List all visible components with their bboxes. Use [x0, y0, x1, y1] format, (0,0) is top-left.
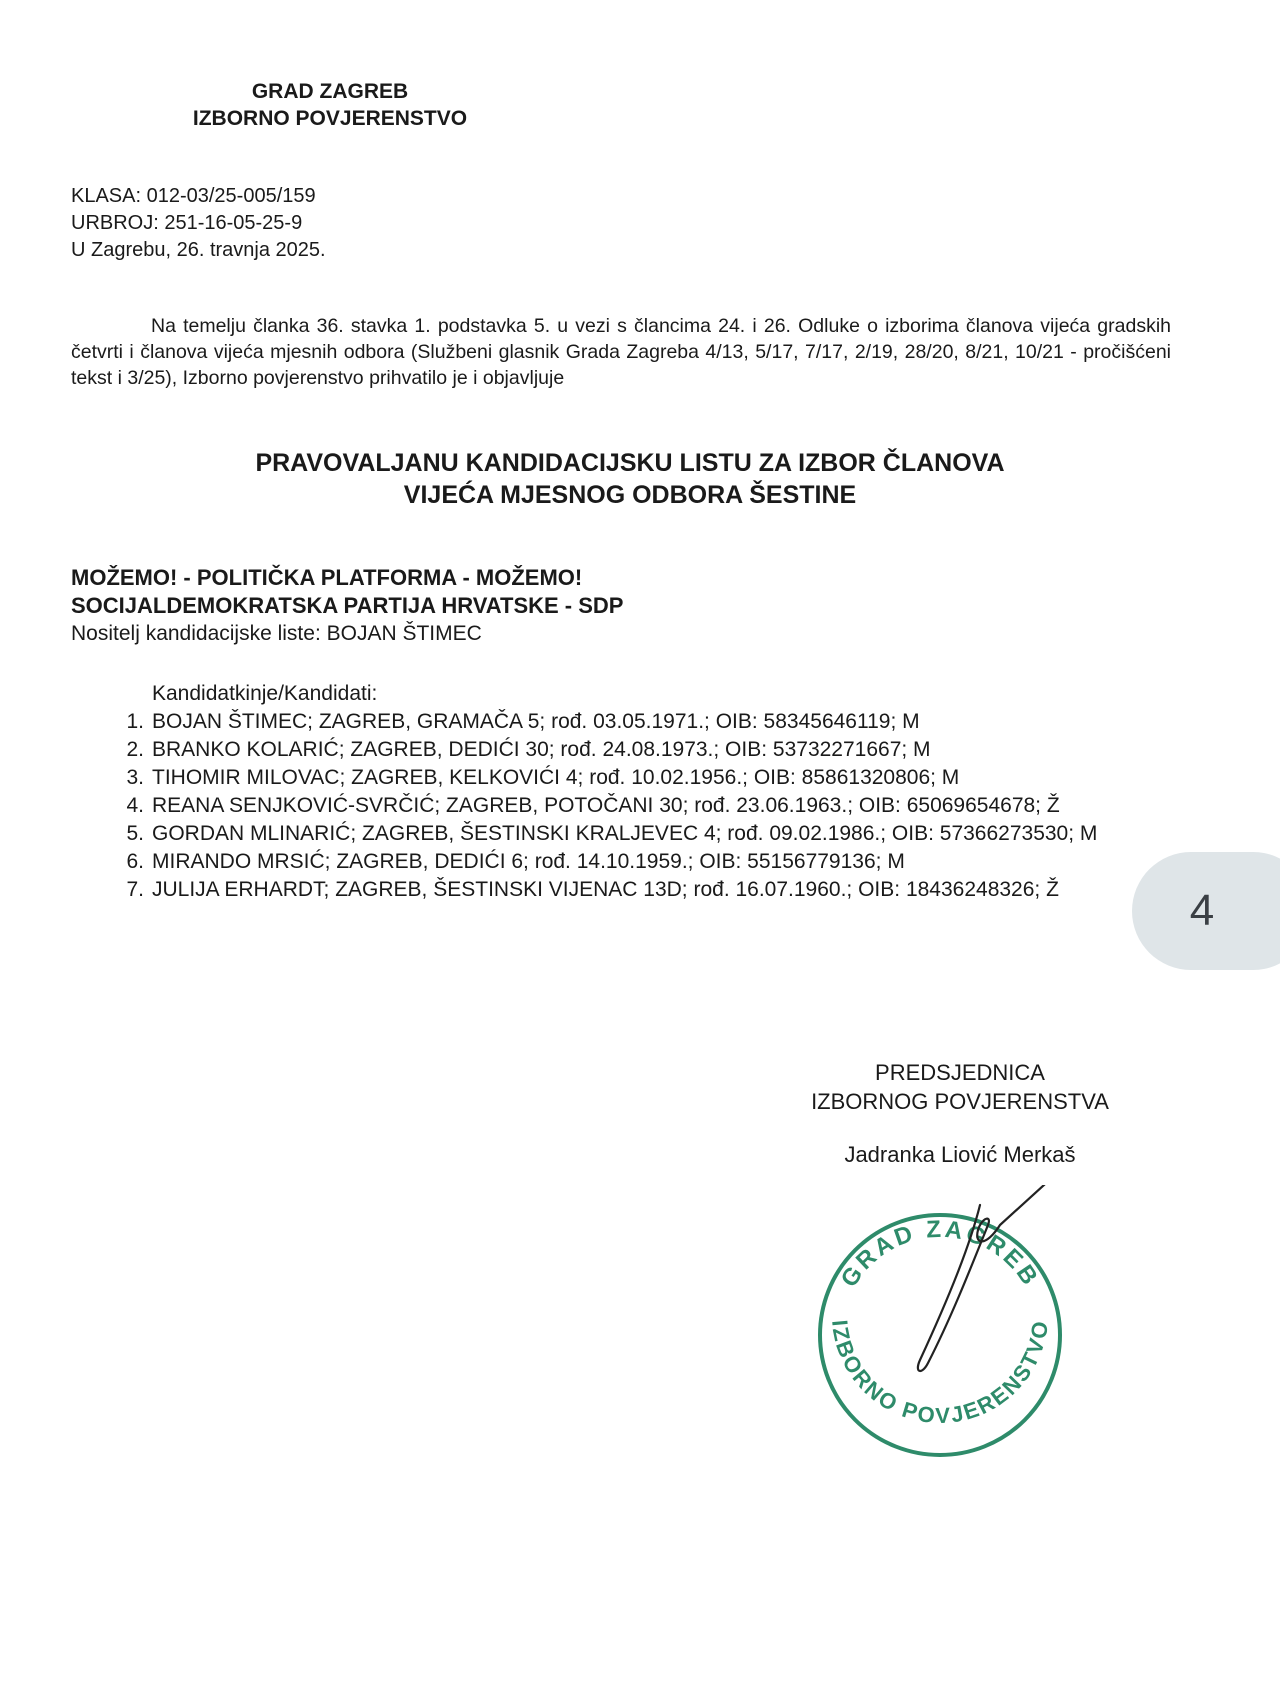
candidates-heading: Kandidatkinje/Kandidati:: [152, 682, 378, 705]
issuer-city: GRAD ZAGREB: [251, 80, 409, 103]
list-item: [126, 764, 1112, 792]
item-text: REANA SENJKOVIĆ-SVRČIĆ; ZAGREB, POTOČANI 30; rođ. 23.06.1963.; OIB: 65069654678; Ž: [152, 794, 1060, 817]
signature-title-line-2: IZBORNOG POVJERENSTVA: [811, 1089, 1109, 1114]
official-stamp-icon: [810, 1185, 1070, 1485]
stamp-top-text: GRAD ZAGREB: [835, 1215, 1045, 1293]
item-number: 4.: [126, 794, 144, 817]
list-item: [126, 848, 1112, 876]
page-number: 4: [1189, 886, 1215, 935]
party-name-1: MOŽEMO! - POLITIČKA PLATFORMA - MOŽEMO!: [71, 565, 583, 590]
stamp-bottom-text: IZBORNO POVJERENSTVO: [827, 1317, 1054, 1429]
party-block: [71, 564, 623, 648]
item-text: BOJAN ŠTIMEC; ZAGREB, GRAMAČA 5; rođ. 03.05.1971.; OIB: 58345646119; M: [152, 710, 920, 733]
candidates-list: [126, 708, 1112, 904]
issuer-header: [150, 78, 510, 132]
page-number-badge[interactable]: [1132, 852, 1280, 970]
item-number: 5.: [126, 822, 144, 845]
document-title-line-2: VIJEĆA MJESNOG ODBORA ŠESTINE: [403, 481, 857, 509]
list-holder: Nositelj kandidacijske liste: BOJAN ŠTIMEC: [71, 622, 482, 645]
list-item: [126, 820, 1112, 848]
document-title-line-1: PRAVOVALJANU KANDIDACIJSKU LISTU ZA IZBOR ČLANOVA: [255, 449, 1005, 477]
document-meta: [71, 183, 326, 264]
item-text: GORDAN MLINARIĆ; ZAGREB, ŠESTINSKI KRALJEVEC 4; rođ. 09.02.1986.; OIB: 57366273530; M: [152, 822, 1098, 845]
document-title: [130, 447, 1130, 511]
item-number: 2.: [126, 738, 144, 761]
item-text: JULIJA ERHARDT; ZAGREB, ŠESTINSKI VIJENAC 13D; rođ. 16.07.1960.; OIB: 18436248326; Ž: [152, 878, 1059, 901]
list-item: [126, 736, 1112, 764]
item-number: 1.: [126, 710, 144, 733]
item-text: BRANKO KOLARIĆ; ZAGREB, DEDIĆI 30; rođ. 24.08.1973.; OIB: 53732271667; M: [152, 738, 931, 761]
issuer-body: IZBORNO POVJERENSTVO: [192, 107, 468, 130]
party-name-2: SOCIJALDEMOKRATSKA PARTIJA HRVATSKE - SDP: [71, 593, 624, 618]
intro-paragraph: Na temelju članka 36. stavka 1. podstavka 5. u vezi s člancima 24. i 26. Odluke o izborima članova vijeća gradskih četvrti i članova vijeća mjesnih odbora (Službeni glasnik Grada Zagreba 4/13, 5/17, 7/17, 2/19, 28/20, 8/21, 10/21 - pročišćeni tekst i 3/25), Izborno povjerenstvo prihvatilo je i objavljuje: [71, 315, 1171, 389]
signer-name: Jadranka Liović Merkaš: [844, 1142, 1076, 1167]
item-number: 6.: [126, 850, 144, 873]
item-number: 3.: [126, 766, 144, 789]
list-item: [126, 708, 1112, 736]
item-text: TIHOMIR MILOVAC; ZAGREB, KELKOVIĆI 4; rođ. 10.02.1956.; OIB: 85861320806; M: [152, 766, 960, 789]
urbroj-line: URBROJ: 251-16-05-25-9: [71, 212, 303, 234]
item-text: MIRANDO MRSIĆ; ZAGREB, DEDIĆI 6; rođ. 14.10.1959.; OIB: 55156779136; M: [152, 850, 905, 873]
candidates-section: [126, 680, 1112, 904]
list-item: [126, 792, 1112, 820]
klasa-line: KLASA: 012-03/25-005/159: [71, 185, 316, 207]
signature-title: [760, 1058, 1160, 1116]
signature-title-line-1: PREDSJEDNICA: [875, 1060, 1045, 1085]
place-date-line: U Zagrebu, 26. travnja 2025.: [71, 239, 326, 261]
list-item: [126, 876, 1112, 904]
item-number: 7.: [126, 878, 144, 901]
